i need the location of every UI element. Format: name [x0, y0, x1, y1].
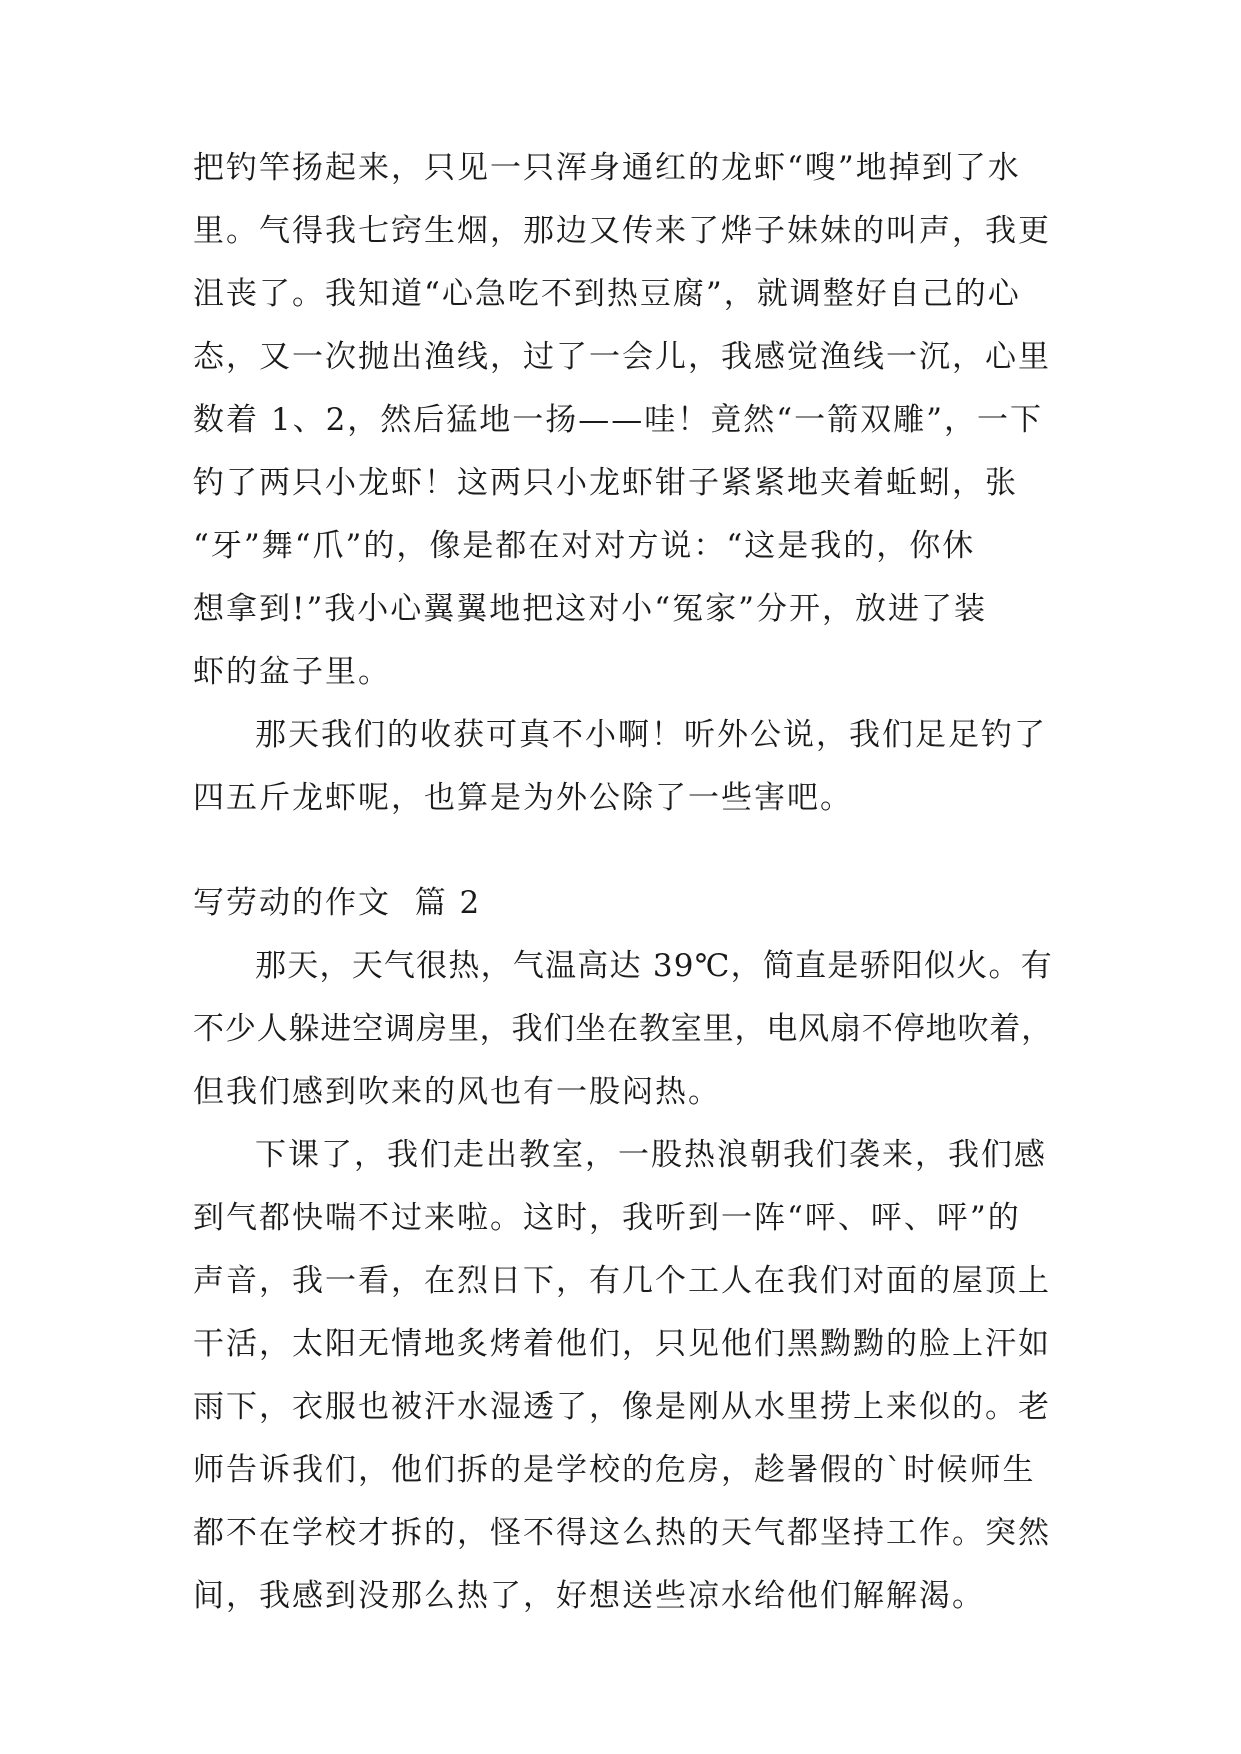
paragraph-line: 态，又一次抛出渔线，过了一会儿，我感觉渔线一沉，心里: [193, 339, 1051, 375]
section-heading: 写劳动的作文 篇 2: [193, 885, 482, 921]
paragraph-line: 声音，我一看，在烈日下，有几个工人在我们对面的屋顶上: [193, 1263, 1051, 1299]
paragraph-line: 那天，天气很热，气温高达 39℃，简直是骄阳似火。有: [255, 948, 1053, 984]
paragraph-line: 师告诉我们，他们拆的是学校的危房，趁暑假的`时候师生: [193, 1452, 1036, 1488]
paragraph-line: 那天我们的收获可真不小啊！听外公说，我们足足钓了: [255, 717, 1047, 753]
paragraph-line: 到气都快喘不过来啦。这时，我听到一阵“呯、呯、呯”的: [193, 1200, 1021, 1236]
paragraph-line: 四五斤龙虾呢，也算是为外公除了一些害吧。: [193, 780, 853, 816]
paragraph-line: 间，我感到没那么热了，好想送些凉水给他们解解渴。: [193, 1578, 985, 1614]
paragraph-line: 沮丧了。我知道“心急吃不到热豆腐”，就调整好自己的心: [193, 276, 1021, 312]
paragraph-line: 雨下，衣服也被汗水湿透了，像是刚从水里捞上来似的。老: [193, 1389, 1051, 1425]
paragraph-line: “牙”舞“爪”的，像是都在对对方说：“这是我的，你休: [193, 528, 976, 564]
paragraph-line: 下课了，我们走出教室，一股热浪朝我们袭来，我们感: [255, 1137, 1047, 1173]
paragraph-line: 里。气得我七窍生烟，那边又传来了烨子妹妹的叫声，我更: [193, 213, 1051, 249]
paragraph-line: 虾的盆子里。: [193, 654, 391, 690]
paragraph-line: 干活，太阳无情地炙烤着他们，只见他们黑黝黝的脸上汗如: [193, 1326, 1051, 1362]
paragraph-line: 钓了两只小龙虾！这两只小龙虾钳子紧紧地夹着蚯蚓，张: [193, 465, 1018, 501]
section1-paragraph-1: [193, 137, 1053, 704]
paragraph-line: 数着 1、2，然后猛地一扬——哇！竟然“一箭双雕”，一下: [193, 402, 1043, 438]
paragraph-line: 都不在学校才拆的，怪不得这么热的天气都坚持工作。突然: [193, 1515, 1051, 1551]
paragraph-line: 把钓竿扬起来，只见一只浑身通红的龙虾“嗖”地掉到了水: [193, 150, 1021, 186]
section1-paragraph-2: [193, 704, 1053, 830]
paragraph-line: 想拿到!”我小心翼翼地把这对小“冤家”分开，放进了装: [193, 591, 987, 627]
section2-heading-block: [193, 872, 1053, 935]
paragraph-line: 不少人躲进空调房里，我们坐在教室里，电风扇不停地吹着，: [193, 1011, 1053, 1047]
paragraph-line: 但我们感到吹来的风也有一股闷热。: [193, 1074, 721, 1110]
section2-paragraph-1: [193, 935, 1053, 1124]
section2-paragraph-2: [193, 1124, 1053, 1628]
